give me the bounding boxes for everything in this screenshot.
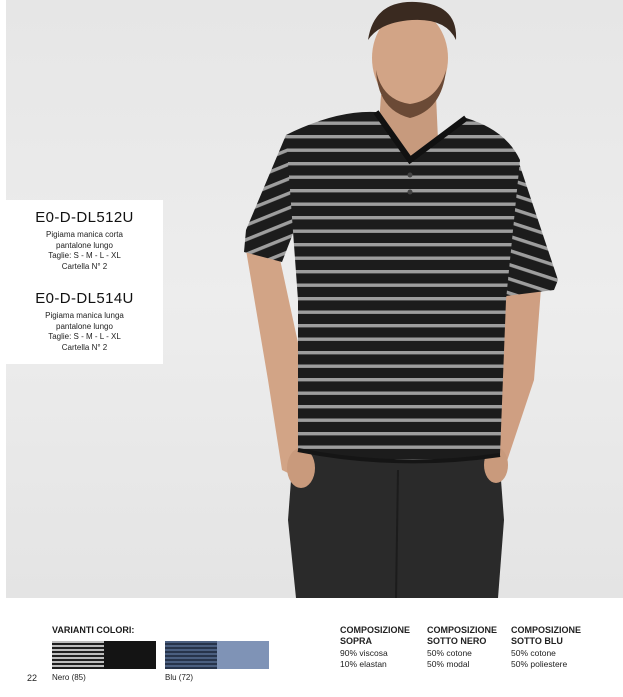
composition-bottom-blue <box>511 625 581 670</box>
composition-heading: SOTTO BLU <box>511 636 563 646</box>
product-description-line: Pigiama manica lunga <box>45 311 124 320</box>
composition-line: 90% viscosa <box>340 648 388 658</box>
composition-line: 50% cotone <box>427 648 472 658</box>
product-description-line: pantalone lungo <box>56 240 113 250</box>
composition-top <box>340 625 410 670</box>
page-number: 22 <box>27 673 38 683</box>
swatch-nero[interactable] <box>52 641 156 669</box>
product-block-dl514u <box>6 290 163 353</box>
composition-line: 50% modal <box>427 659 470 669</box>
swatch-label-nero: Nero (85) <box>52 673 86 682</box>
swatch-solid <box>217 641 269 669</box>
composition-line: 50% cotone <box>511 648 556 658</box>
composition-heading: SOPRA <box>340 636 373 646</box>
composition-heading: SOTTO NERO <box>427 636 487 646</box>
product-info-box <box>6 200 163 364</box>
product-folder: Cartella N° 2 <box>61 342 108 352</box>
product-block-dl512u <box>6 209 163 272</box>
product-description-line: pantalone lungo <box>56 321 113 331</box>
composition-heading: COMPOSIZIONE <box>340 625 411 635</box>
composition-heading: COMPOSIZIONE <box>511 625 582 635</box>
swatch-label-blu: Blu (72) <box>165 673 194 682</box>
variants-title: VARIANTI COLORI: <box>52 625 135 635</box>
product-sizes: Taglie: S - M - L - XL <box>48 251 121 260</box>
product-description-line: Pigiama manica corta <box>46 230 123 239</box>
composition-heading: COMPOSIZIONE <box>427 625 498 635</box>
product-code: E0-D-DL514U <box>35 290 134 307</box>
swatch-solid <box>104 641 156 669</box>
composition-bottom-black <box>427 625 497 670</box>
product-code: E0-D-DL512U <box>35 209 134 226</box>
composition-line: 50% poliestere <box>511 659 568 669</box>
product-sizes: Taglie: S - M - L - XL <box>48 332 121 341</box>
swatch-striped <box>52 641 104 669</box>
swatch-striped <box>165 641 217 669</box>
composition-line: 10% elastan <box>340 659 387 669</box>
swatch-blu[interactable] <box>165 641 269 669</box>
product-folder: Cartella N° 2 <box>61 261 108 271</box>
